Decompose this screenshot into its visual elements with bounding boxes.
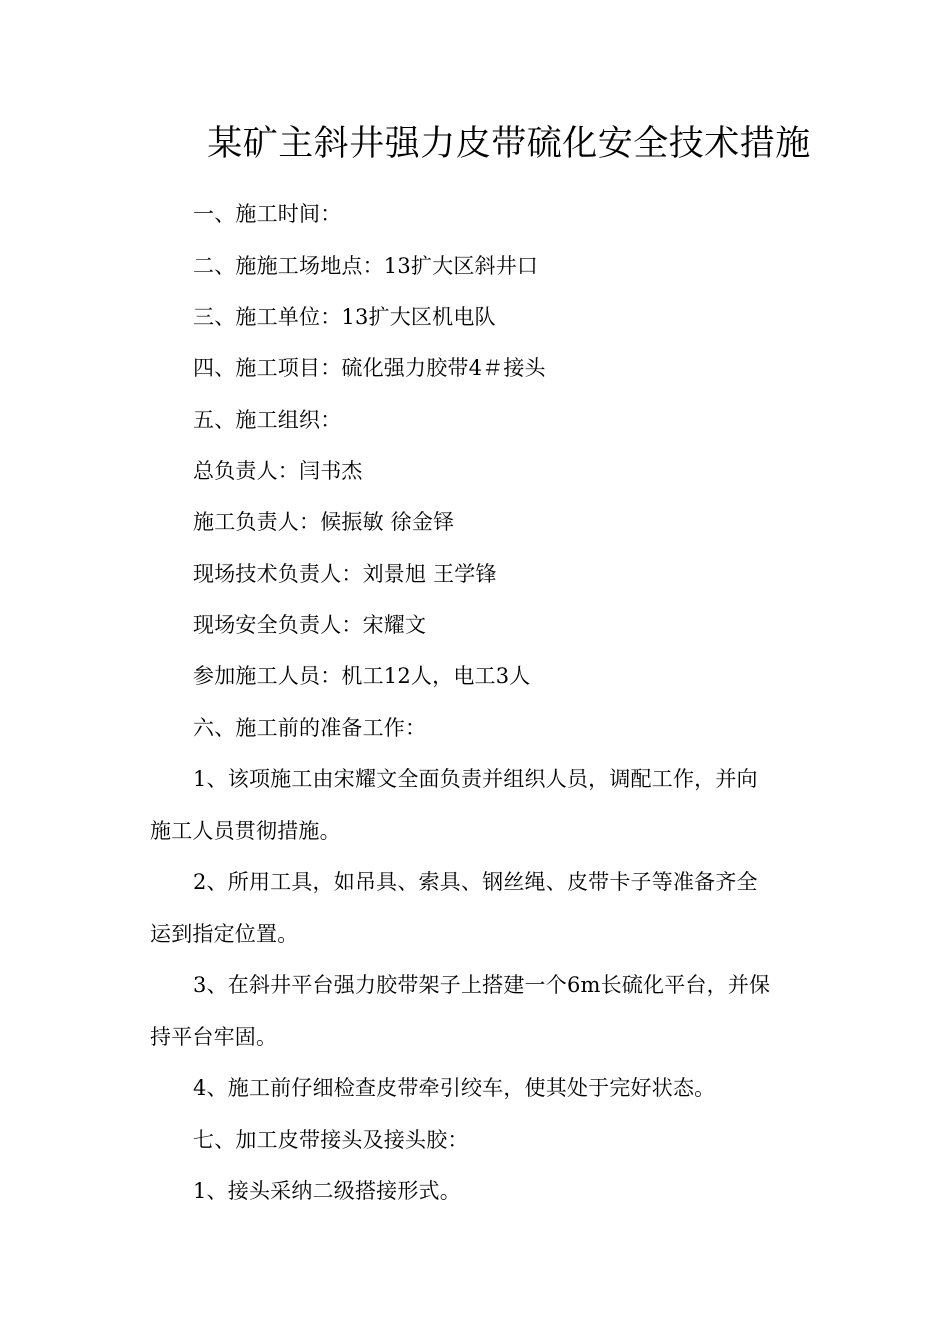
preparation-item-3-line-1: 3、在斜井平台强力胶带架子上搭建一个6m长硫化平台，并保 xyxy=(193,973,771,997)
preparation-item-4: 4、施工前仔细检查皮带牵引绞车，使其处于完好状态。 xyxy=(193,1076,716,1100)
preparation-item-1-line-1: 1、该项施工由宋耀文全面负责并组织人员，调配工作，并向 xyxy=(193,767,758,791)
construction-manager-line: 施工负责人：候振敏 徐金铎 xyxy=(193,510,455,534)
personnel-line: 参加施工人员：机工12人，电工3人 xyxy=(193,664,531,688)
section-preparation: 六、施工前的准备工作： xyxy=(193,716,427,740)
safety-manager-line: 现场安全负责人：宋耀文 xyxy=(193,613,427,637)
section-construction-organization: 五、施工组织： xyxy=(193,408,342,432)
technical-manager-line: 现场技术负责人：刘景旭 王学锋 xyxy=(193,562,497,586)
section-construction-unit: 三、施工单位：13扩大区机电队 xyxy=(193,305,496,329)
preparation-item-2-line-2: 运到指定位置。 xyxy=(150,922,299,946)
preparation-item-2-line-1: 2、所用工具，如吊具、索具、钢丝绳、皮带卡子等准备齐全 xyxy=(193,870,758,894)
section-construction-site: 二、施施工场地点：13扩大区斜井口 xyxy=(193,254,539,278)
belt-joint-item-1: 1、接头采纳二级搭接形式。 xyxy=(193,1179,461,1203)
section-construction-time: 一、施工时间： xyxy=(193,202,342,226)
section-construction-project: 四、施工项目：硫化强力胶带4＃接头 xyxy=(193,356,546,380)
document-title: 某矿主斜井强力皮带硫化安全技术措施 xyxy=(207,124,811,164)
preparation-item-1-line-2: 施工人员贯彻措施。 xyxy=(150,819,341,843)
preparation-item-3-line-2: 持平台牢固。 xyxy=(150,1025,278,1049)
section-belt-joint: 七、加工皮带接头及接头胶： xyxy=(193,1128,469,1152)
general-manager-line: 总负责人：闫书杰 xyxy=(193,459,363,483)
